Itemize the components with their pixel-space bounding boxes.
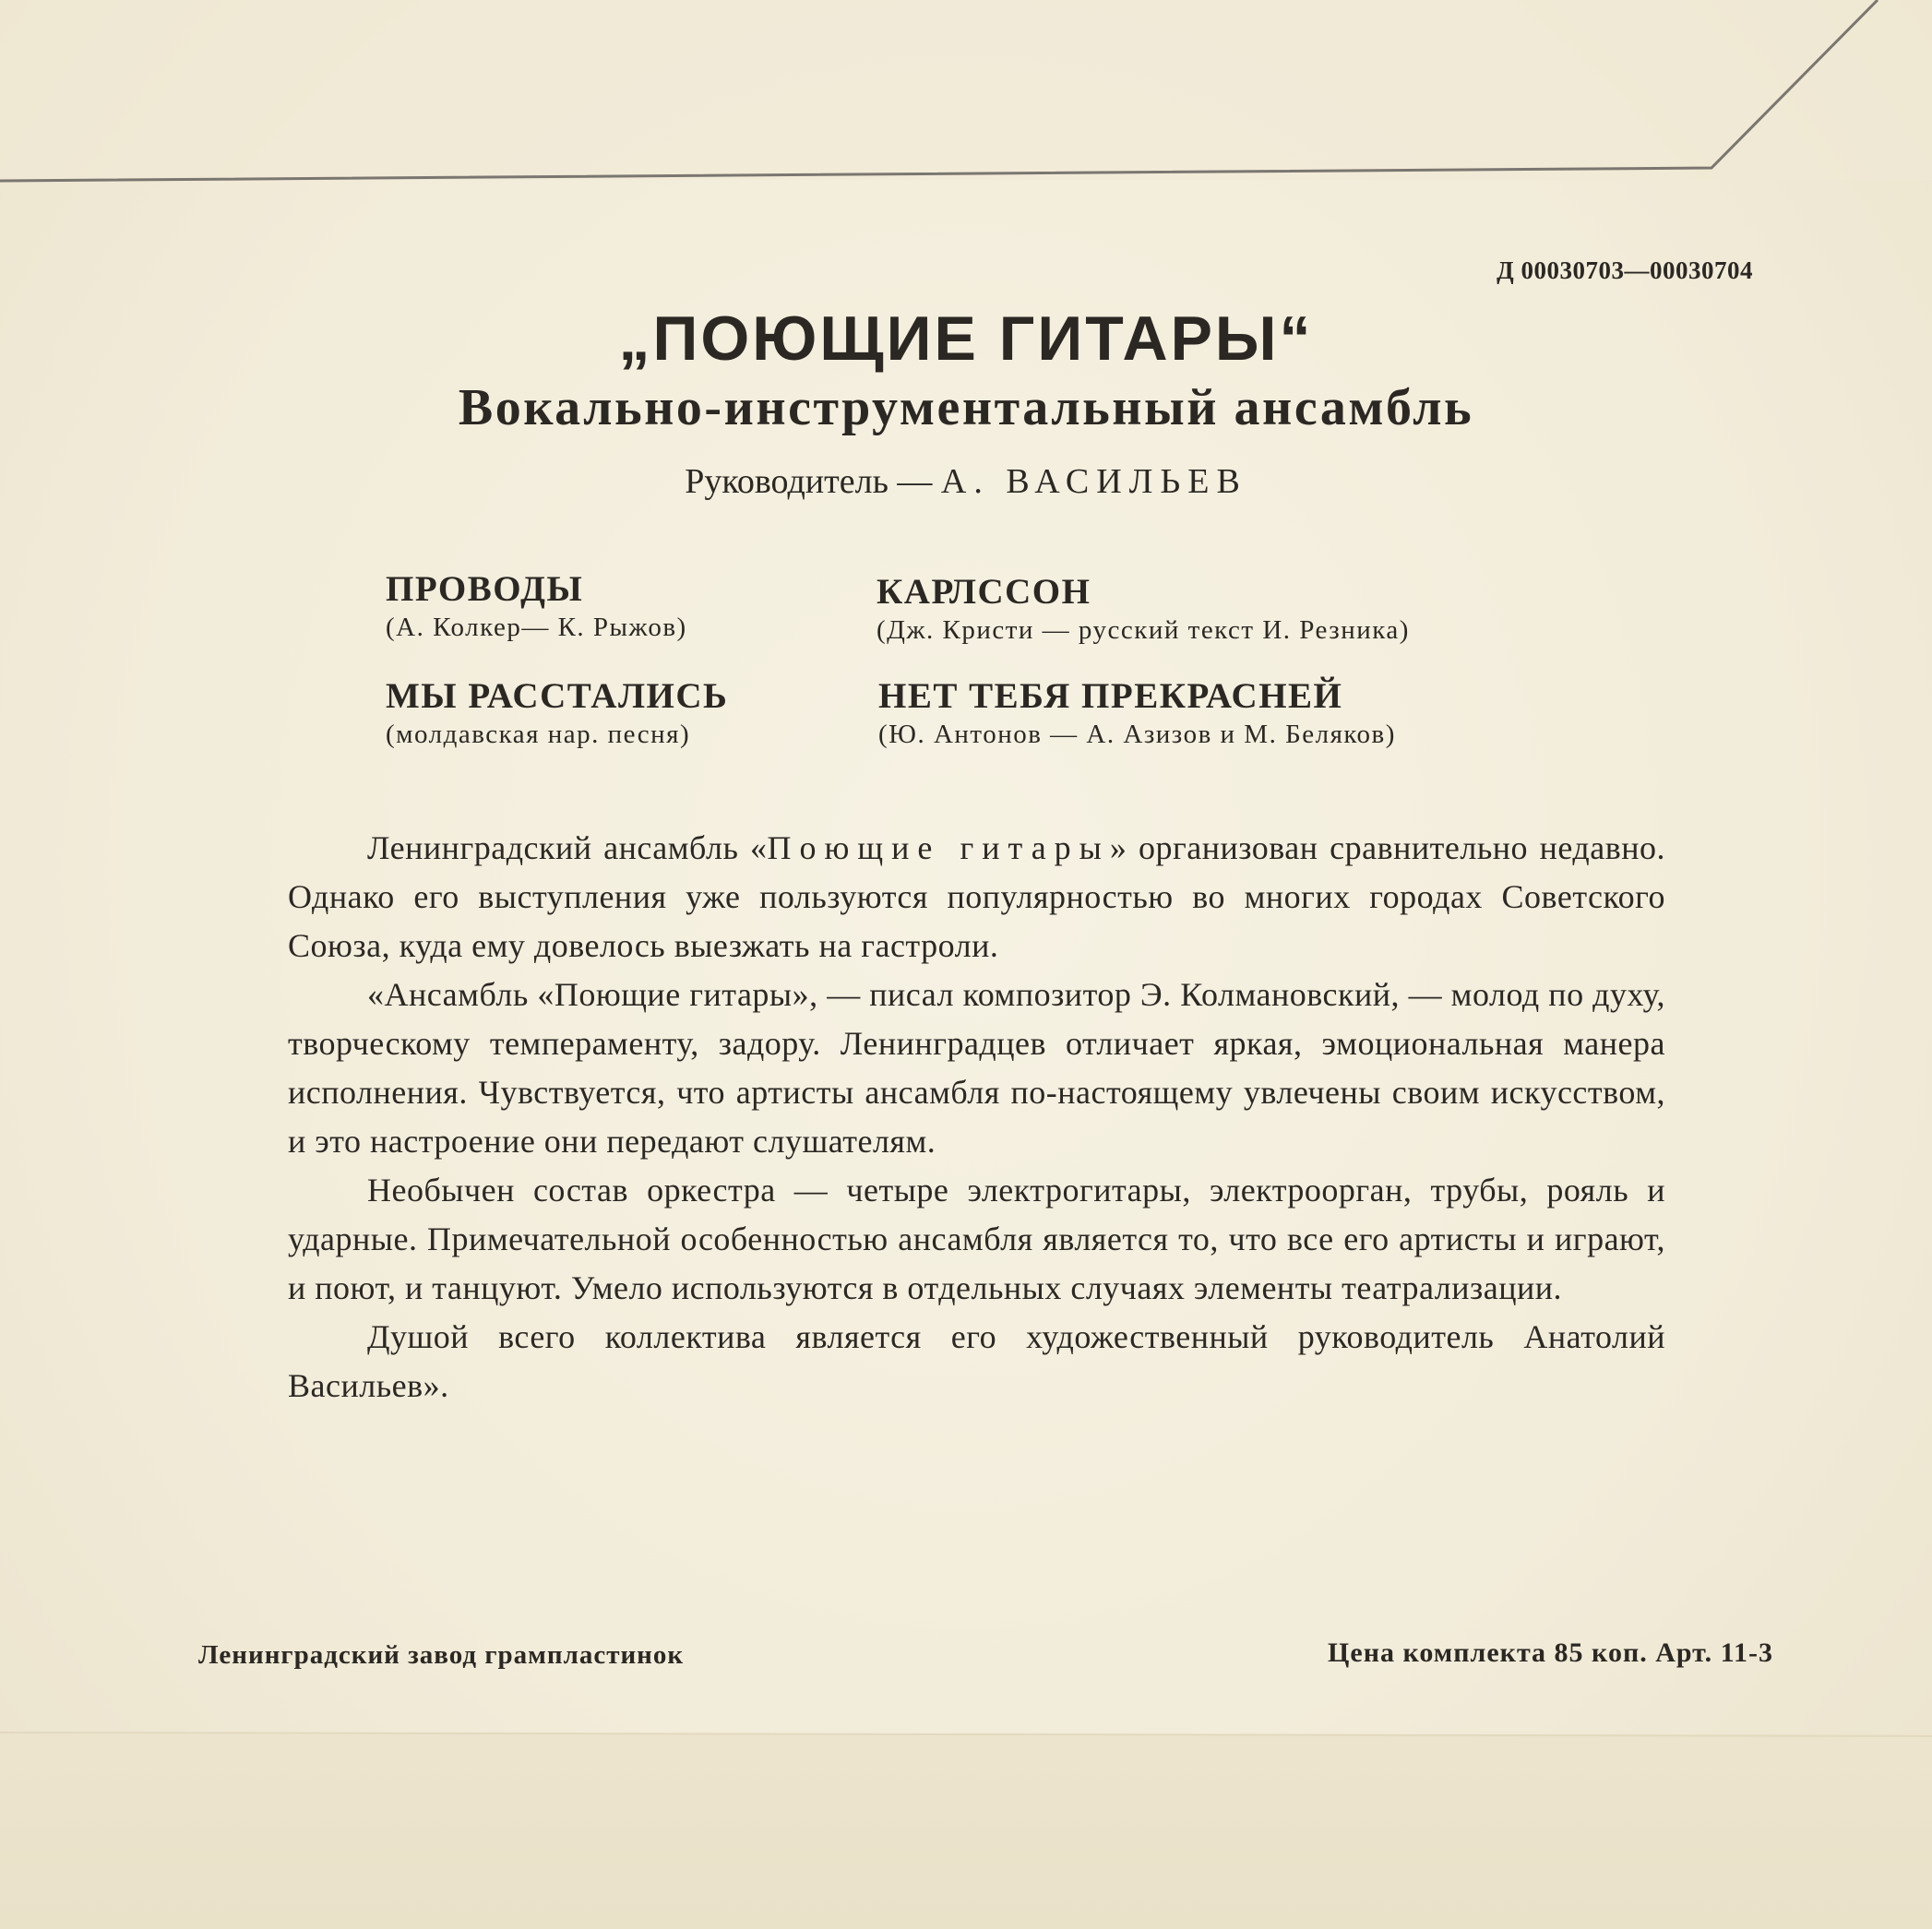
- leader-name: А. ВАСИЛЬЕВ: [940, 462, 1247, 501]
- track-title: КАРЛССОН: [877, 572, 1091, 612]
- track-title: ПРОВОДЫ: [386, 569, 584, 609]
- track-title: НЕТ ТЕБЯ ПРЕКРАСНЕЙ: [878, 676, 1343, 716]
- paragraph: Необычен состав оркестра — четыре электрогитары, электроорган, трубы, рояль и ударные. Примечательной особенностью ансамбля является то, что все его артисты и играют, и поют, и танцуют. Умело используются в отдельных случаях элементы театрализации.: [288, 1172, 1665, 1306]
- paragraph-text: » организован сравнительно недавно. Однако его выступления уже пользуются популярностью во многих городах Советского Союза, куда ему довелось выезжать на гастроли.: [288, 829, 1665, 964]
- paragraph: [288, 824, 1665, 970]
- track-item: [386, 676, 728, 752]
- ensemble-leader: [0, 461, 1932, 502]
- album-title: „ПОЮЩИЕ ГИТАРЫ“: [618, 304, 1314, 374]
- track-credit: (Ю. Антонов — А. Азизов и М. Беляков): [878, 720, 1396, 749]
- manufacturer: Ленинградский завод грампластинок: [198, 1640, 685, 1670]
- track-item: [878, 676, 1396, 752]
- catalog-number: Д 00030703—00030704: [1497, 256, 1753, 284]
- track-title: МЫ РАССТАЛИСЬ: [386, 676, 729, 716]
- price-info: Цена комплекта 85 коп. Арт. 11-3: [1328, 1637, 1773, 1668]
- leader-label: Руководитель —: [685, 462, 941, 501]
- paragraph: Душой всего коллектива является его художественный руководитель Анатолий Васильев».: [288, 1318, 1665, 1404]
- track-item: [877, 572, 1410, 648]
- track-credit: (Дж. Кристи — русский текст И. Резника): [877, 615, 1410, 645]
- track-credit: (молдавская нар. песня): [386, 720, 691, 749]
- album-subtitle: Вокально-инструментальный ансамбль: [458, 379, 1474, 436]
- track-item: [386, 569, 687, 645]
- track-credit: (А. Колкер— К. Рыжов): [386, 613, 687, 642]
- paragraph: «Ансамбль «Поющие гитары», — писал композитор Э. Колмановский, — молод по духу, творческому темпераменту, задору. Ленинградцев отличает яркая, эмоциональная манера исполнения. Чувствуется, что артисты ансамбля по-настоящему увлечены своим искусством, и это настроение они передают слушателям.: [288, 976, 1665, 1160]
- liner-notes: [288, 824, 1665, 1411]
- paragraph-text: Ленинградский ансамбль «: [367, 829, 768, 866]
- ensemble-name-spaced: Поющие гитары: [767, 829, 1110, 866]
